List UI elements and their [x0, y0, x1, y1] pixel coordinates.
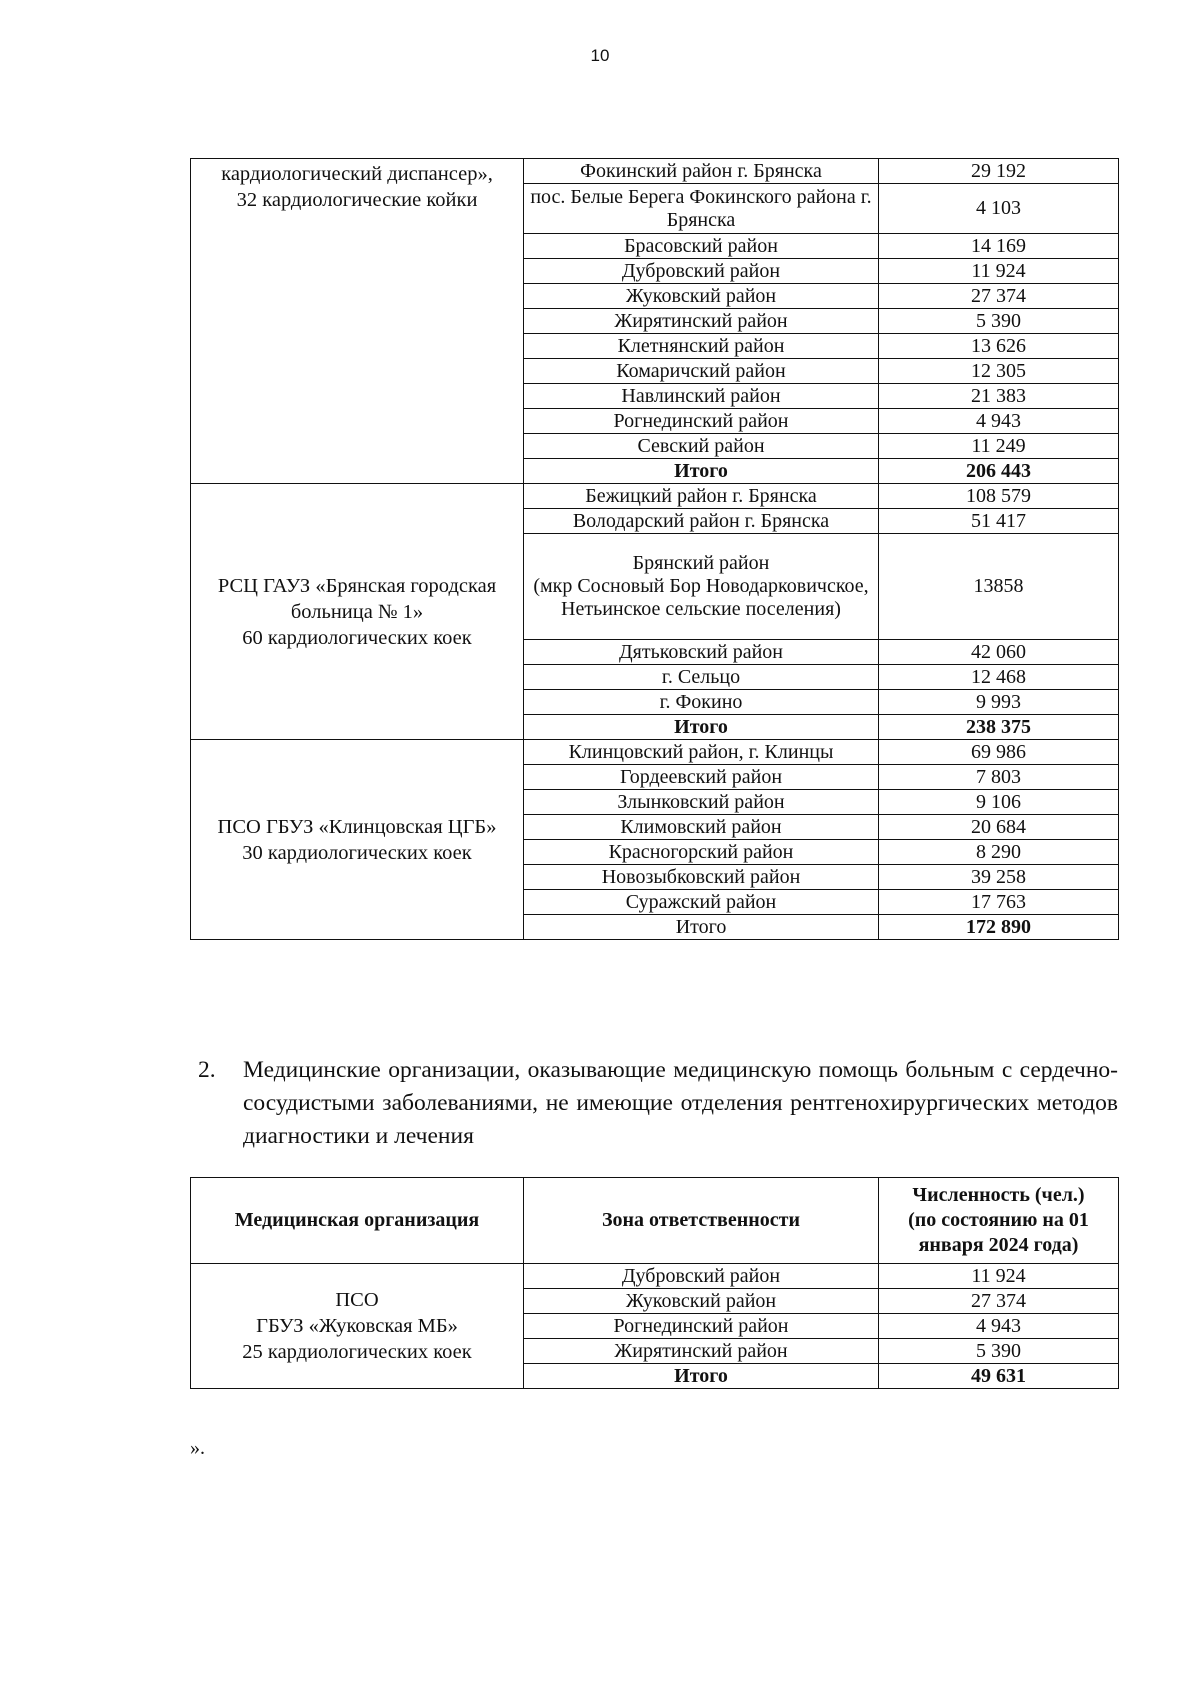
population-cell: 69 986 [879, 740, 1119, 765]
total-value: 172 890 [879, 915, 1119, 940]
population-cell: 11 924 [879, 1264, 1119, 1289]
section-2-heading [198, 1054, 1118, 1153]
closing-quote: ». [190, 1437, 205, 1459]
population-cell: 9 993 [879, 690, 1119, 715]
organization-cell: кардиологический диспансер», 32 кардиологические койки [191, 159, 524, 484]
population-cell: 51 417 [879, 509, 1119, 534]
organization-cell: ПСО ГБУЗ «Жуковская МБ» 25 кардиологических коек [191, 1264, 524, 1389]
header-organization: Медицинская организация [191, 1178, 524, 1264]
page-number: 10 [590, 46, 610, 65]
population-cell: 4 943 [879, 409, 1119, 434]
population-cell: 21 383 [879, 384, 1119, 409]
population-cell: 5 390 [879, 309, 1119, 334]
population-cell: 9 106 [879, 790, 1119, 815]
zones-table-continued [190, 158, 1119, 940]
zone-cell: Суражский район [524, 890, 879, 915]
organization-cell: ПСО ГБУЗ «Клинцовская ЦГБ» 30 кардиологических коек [191, 740, 524, 940]
population-cell: 17 763 [879, 890, 1119, 915]
population-cell: 108 579 [879, 484, 1119, 509]
total-label: Итого [524, 915, 879, 940]
zone-cell: Дубровский район [524, 1264, 879, 1289]
population-cell: 29 192 [879, 159, 1119, 184]
population-cell: 7 803 [879, 765, 1119, 790]
zone-cell: Брасовский район [524, 234, 879, 259]
population-cell: 11 249 [879, 434, 1119, 459]
zone-cell: Дубровский район [524, 259, 879, 284]
population-cell: 4 103 [879, 184, 1119, 234]
zone-cell: пос. Белые Берега Фокинского района г. Брянска [524, 184, 879, 234]
header-population: Численность (чел.) (по состоянию на 01 января 2024 года) [879, 1178, 1119, 1264]
population-cell: 39 258 [879, 865, 1119, 890]
zones-table-2 [190, 1177, 1119, 1389]
header-zone: Зона ответственности [524, 1178, 879, 1264]
zone-cell: Севский район [524, 434, 879, 459]
zone-cell: Жирятинский район [524, 309, 879, 334]
zone-cell: г. Сельцо [524, 665, 879, 690]
population-cell: 8 290 [879, 840, 1119, 865]
population-cell: 42 060 [879, 640, 1119, 665]
zone-cell: Клетнянский район [524, 334, 879, 359]
zone-cell: Новозыбковский район [524, 865, 879, 890]
population-cell: 20 684 [879, 815, 1119, 840]
total-label: Итого [524, 715, 879, 740]
population-cell: 12 305 [879, 359, 1119, 384]
zone-cell: Жуковский район [524, 284, 879, 309]
population-cell: 14 169 [879, 234, 1119, 259]
zone-cell: Дятьковский район [524, 640, 879, 665]
population-cell: 13858 [879, 534, 1119, 640]
zone-cell: Навлинский район [524, 384, 879, 409]
population-cell: 11 924 [879, 259, 1119, 284]
zone-cell: г. Фокино [524, 690, 879, 715]
zone-cell: Гордеевский район [524, 765, 879, 790]
table-row [191, 740, 1119, 765]
zone-cell: Злынковский район [524, 790, 879, 815]
zone-cell: Жуковский район [524, 1289, 879, 1314]
population-cell: 4 943 [879, 1314, 1119, 1339]
population-cell: 5 390 [879, 1339, 1119, 1364]
zone-cell: Климовский район [524, 815, 879, 840]
zone-cell: Рогнединский район [524, 409, 879, 434]
total-label: Итого [524, 459, 879, 484]
section-text: Медицинские организации, оказывающие медицинскую помощь больным с сердечно-сосудистыми заболеваниями, не имеющие отделения рентгенохирургических методов диагностики и лечения [243, 1057, 1118, 1149]
zone-cell: Красногорский район [524, 840, 879, 865]
zone-cell: Володарский район г. Брянска [524, 509, 879, 534]
zone-cell: Бежицкий район г. Брянска [524, 484, 879, 509]
zone-cell: Комаричский район [524, 359, 879, 384]
population-cell: 13 626 [879, 334, 1119, 359]
zone-cell: Жирятинский район [524, 1339, 879, 1364]
zone-cell: Фокинский район г. Брянска [524, 159, 879, 184]
total-value: 238 375 [879, 715, 1119, 740]
zone-cell: Клинцовский район, г. Клинцы [524, 740, 879, 765]
zone-cell: Брянский район (мкр Сосновый Бор Новодарковичское, Нетьинское сельские поселения) [524, 534, 879, 640]
total-label: Итого [524, 1364, 879, 1389]
table-row [191, 159, 1119, 184]
population-cell: 27 374 [879, 1289, 1119, 1314]
total-value: 206 443 [879, 459, 1119, 484]
total-value: 49 631 [879, 1364, 1119, 1389]
table-row [191, 484, 1119, 509]
section-number: 2. [198, 1057, 216, 1083]
organization-cell: РСЦ ГАУЗ «Брянская городская больница № 1» 60 кардиологических коек [191, 484, 524, 740]
zone-cell: Рогнединский район [524, 1314, 879, 1339]
table-row [191, 1264, 1119, 1289]
population-cell: 12 468 [879, 665, 1119, 690]
population-cell: 27 374 [879, 284, 1119, 309]
